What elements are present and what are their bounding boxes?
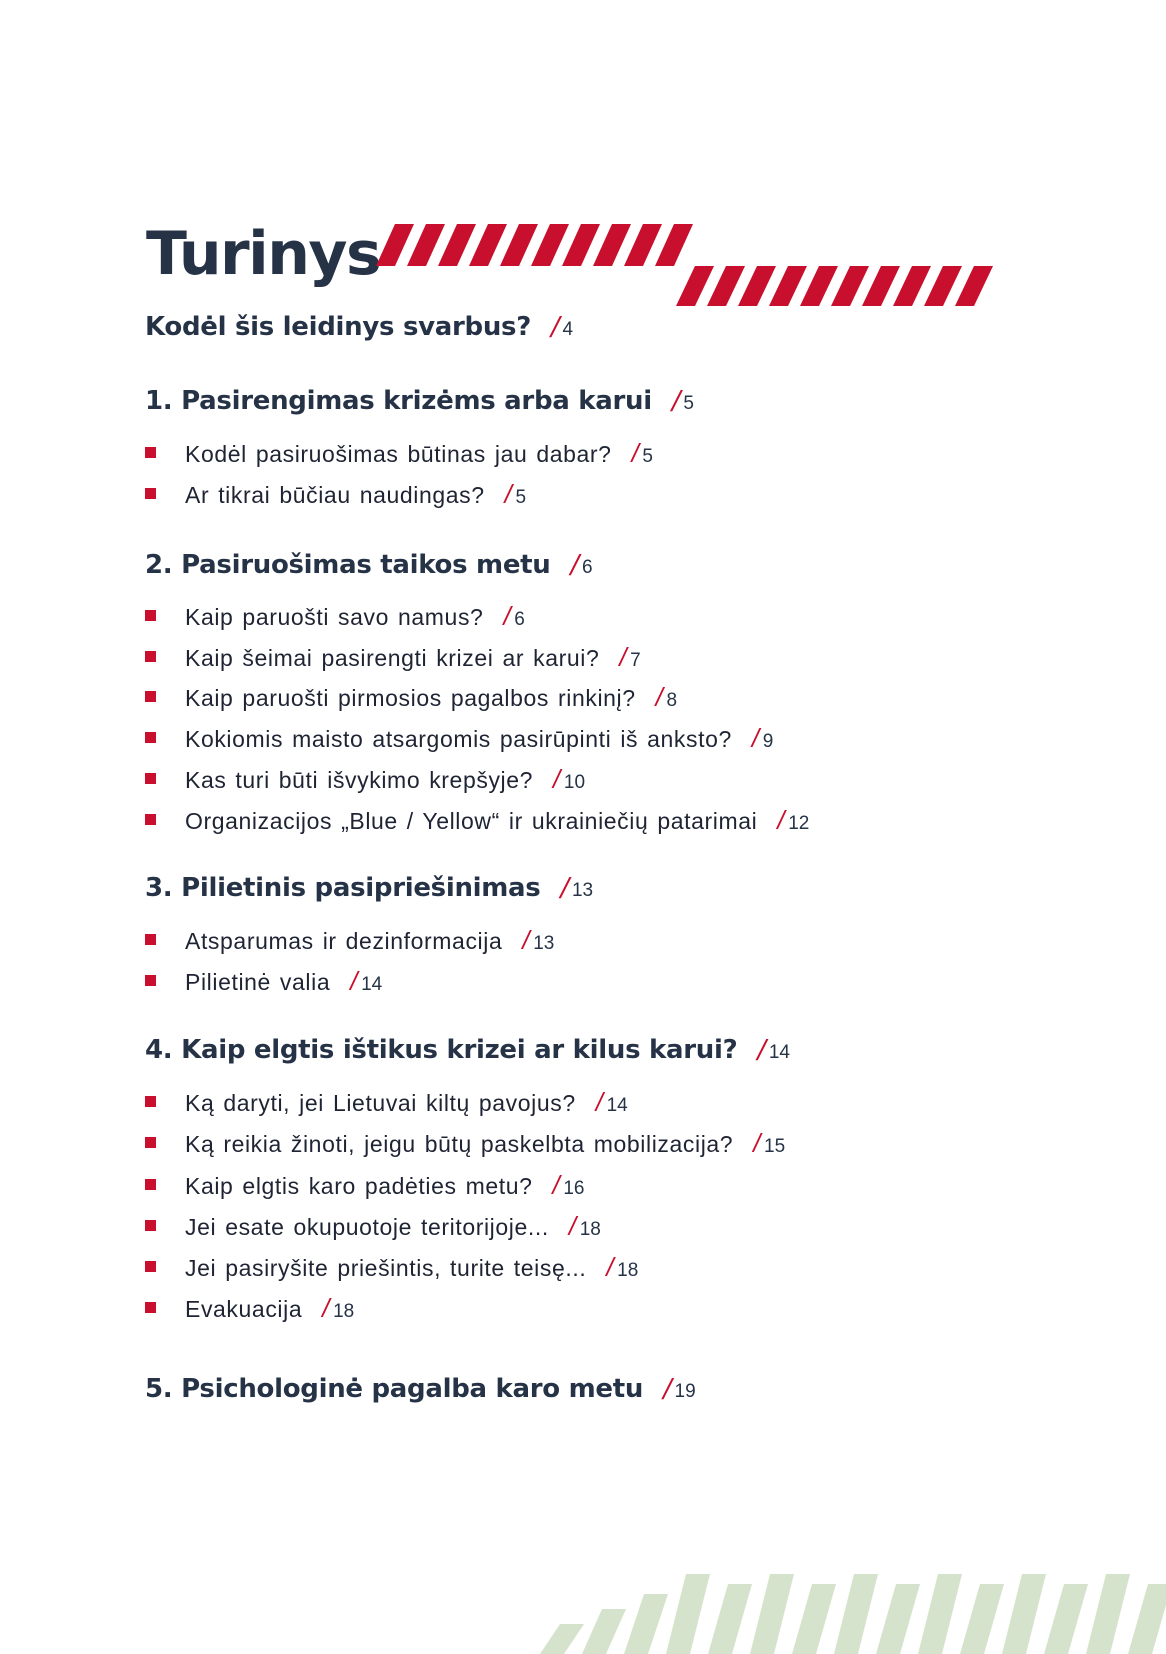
green-stripe [1086,1574,1130,1654]
page-number: 15 [764,1136,786,1157]
toc-entry-text: Pilietinė valia [185,969,331,995]
page-number: 18 [579,1219,601,1240]
toc-entry-text: Ką reikia žinoti, jeigu būtų paskelbta mobilizacija? [185,1131,734,1157]
slash-separator: / [777,805,786,835]
slash-separator: / [751,723,760,753]
slash-separator: / [522,925,531,955]
page-number: 16 [563,1178,585,1199]
page-number: 19 [674,1381,696,1402]
page-number: 6 [514,609,525,630]
toc-entry-text: Kodėl pasiruošimas būtinas jau dabar? [185,441,612,467]
green-stripes [540,1574,1166,1654]
slash-separator: / [757,1035,766,1065]
toc-entry-text: 4. Kaip elgtis ištikus krizei ar kilus karui? [145,1035,738,1065]
slash-separator: / [504,479,513,509]
slash-separator: / [553,764,561,794]
slash-separator: / [560,873,569,903]
slash-separator: / [322,1293,331,1323]
page-number: 13 [533,933,555,954]
toc-entry-text: Jei pasiryšite priešintis, turite teisę... [185,1255,587,1281]
toc-entry-text: Ką daryti, jei Lietuvai kiltų pavojus? [185,1090,576,1116]
page-number: 9 [762,731,774,752]
green-stripe [1044,1584,1088,1654]
toc-entry-text: Atsparumas ir dezinformacija [185,928,503,954]
green-stripe [624,1594,668,1654]
toc-entry-text: Kokiomis maisto atsargomis pasirūpinti iš anksto? [185,726,732,752]
toc-entry-text: 5. Psichologinė pagalba karo metu [145,1374,644,1404]
toc-entry-text: 2. Pasiruošimas taikos metu [145,550,551,580]
slash-separator: / [631,438,640,468]
page-number: 5 [642,446,653,467]
page-title: Turinys [146,219,381,289]
green-stripe [876,1584,920,1654]
green-stripe [918,1574,962,1654]
page-number: 18 [333,1301,355,1322]
toc-entry-text: Evakuacija [185,1296,303,1322]
green-stripe [834,1574,878,1654]
page-number: 7 [630,650,641,671]
page-number: 5 [683,393,694,414]
toc-entry-text: Kaip paruošti savo namus? [185,604,484,630]
slash-separator: / [568,1211,577,1241]
toc-entry-text: 1. Pasirengimas krizėms arba karui [145,386,652,416]
slash-separator: / [753,1128,762,1158]
green-stripe [750,1574,794,1654]
slash-separator: / [350,966,359,996]
slash-separator: / [671,386,681,416]
slash-separator: / [552,1170,561,1200]
green-stripe [792,1584,836,1654]
slash-separator: / [655,682,664,712]
green-stripe [666,1574,710,1654]
page-number: 10 [563,772,586,793]
slash-separator: / [619,642,628,672]
toc-entry-text: Kaip elgtis karo padėties metu? [185,1173,533,1199]
slash-separator: / [595,1087,604,1117]
green-stripe [708,1584,752,1654]
toc-entry-text: 3. Pilietinis pasipriešinimas [145,873,541,903]
page-number: 12 [788,813,810,834]
page-number: 4 [562,319,574,340]
slash-separator: / [606,1252,615,1282]
page-number: 13 [571,880,594,901]
toc-entry-text: Ar tikrai būčiau naudingas? [185,482,485,508]
toc-entry-text: Kas turi būti išvykimo krepšyje? [185,767,534,793]
toc-entry-text: Jei esate okupuotoje teritorijoje... [185,1214,549,1240]
toc-entry-text: Kaip paruošti pirmosios pagalbos rinkinį? [185,685,636,711]
green-stripe [1128,1584,1166,1654]
page-number: 8 [666,690,678,711]
page-number: 18 [617,1260,639,1281]
slash-separator: / [551,312,560,342]
toc-entry-text: Organizacijos „Blue / Yellow“ ir ukrainiečių patarimai [185,808,758,834]
toc-entry-text: Kaip šeimai pasirengti krizei ar karui? [185,645,600,671]
slash-separator: / [663,1374,672,1404]
page-number: 14 [606,1095,628,1116]
slash-separator: / [503,601,512,631]
green-stripe [540,1624,584,1654]
toc-entry-text: Kodėl šis leidinys svarbus? [145,312,532,342]
page-number: 14 [768,1042,790,1063]
page-number: 5 [515,487,527,508]
slash-separator: / [570,550,579,580]
green-stripe [1002,1574,1046,1654]
page-number: 14 [361,974,383,995]
green-stripe [582,1609,626,1654]
page-number: 6 [581,557,593,578]
green-stripe [960,1584,1004,1654]
